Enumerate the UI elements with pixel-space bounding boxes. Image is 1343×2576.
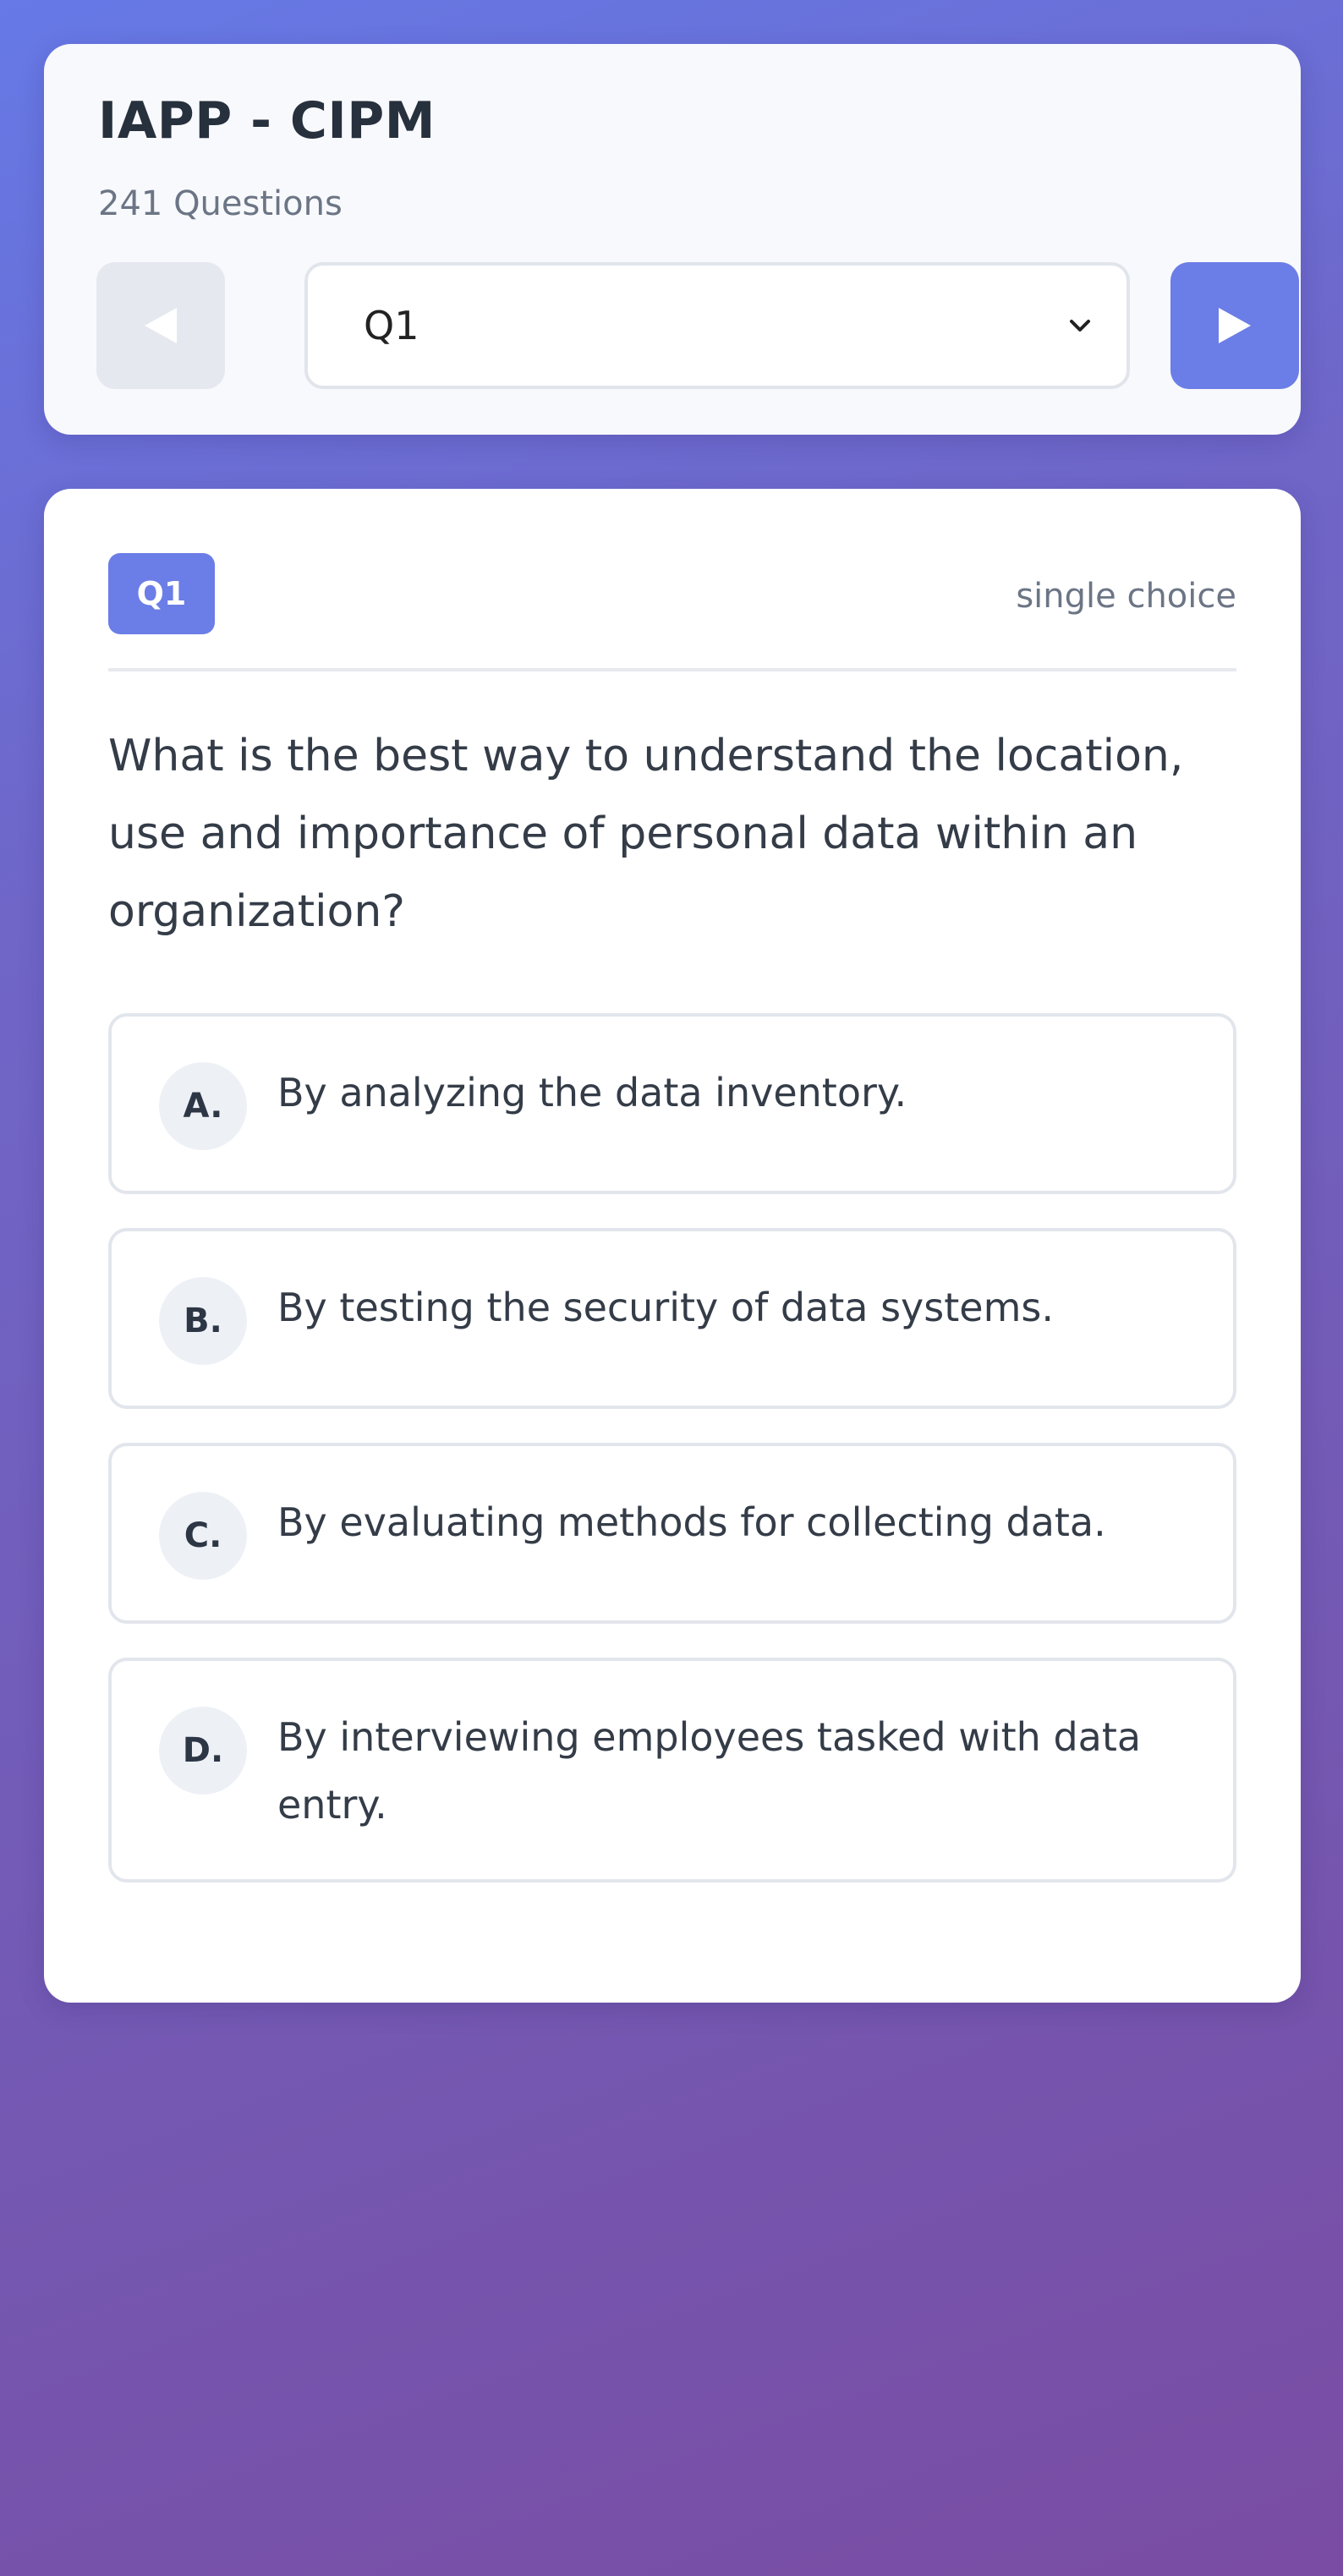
answer-option-d[interactable] <box>108 1658 1236 1883</box>
question-number-badge: Q1 <box>108 553 215 634</box>
app-title: IAPP - CIPM <box>98 91 436 151</box>
option-text: By evaluating methods for collecting data. <box>277 1499 1106 1545</box>
header-card <box>44 44 1301 435</box>
option-letter: B. <box>159 1277 247 1365</box>
option-letter: C. <box>159 1492 247 1580</box>
question-card <box>44 489 1301 2003</box>
answer-option-b[interactable] <box>108 1228 1236 1409</box>
triangle-left-icon <box>140 304 182 347</box>
next-question-button[interactable] <box>1170 262 1299 389</box>
question-count: 241 Questions <box>98 184 343 223</box>
answer-option-c[interactable] <box>108 1443 1236 1624</box>
option-text: By analyzing the data inventory. <box>277 1070 907 1115</box>
question-text: What is the best way to understand the location, use and importance of personal data within an organization? <box>108 731 1184 937</box>
question-select[interactable] <box>304 262 1130 389</box>
triangle-right-icon <box>1214 304 1256 347</box>
question-select-value: Q1 <box>364 303 419 348</box>
option-text: By testing the security of data systems. <box>277 1285 1054 1330</box>
answer-option-a[interactable] <box>108 1013 1236 1194</box>
question-navigation <box>96 262 1248 389</box>
divider <box>108 668 1236 671</box>
previous-question-button[interactable] <box>96 262 225 389</box>
option-text: By interviewing employees tasked with data entry. <box>277 1714 1142 1828</box>
option-letter: A. <box>159 1062 247 1150</box>
option-letter: D. <box>159 1707 247 1795</box>
chevron-down-icon <box>1067 313 1093 338</box>
question-type-label: single choice <box>1016 577 1236 616</box>
